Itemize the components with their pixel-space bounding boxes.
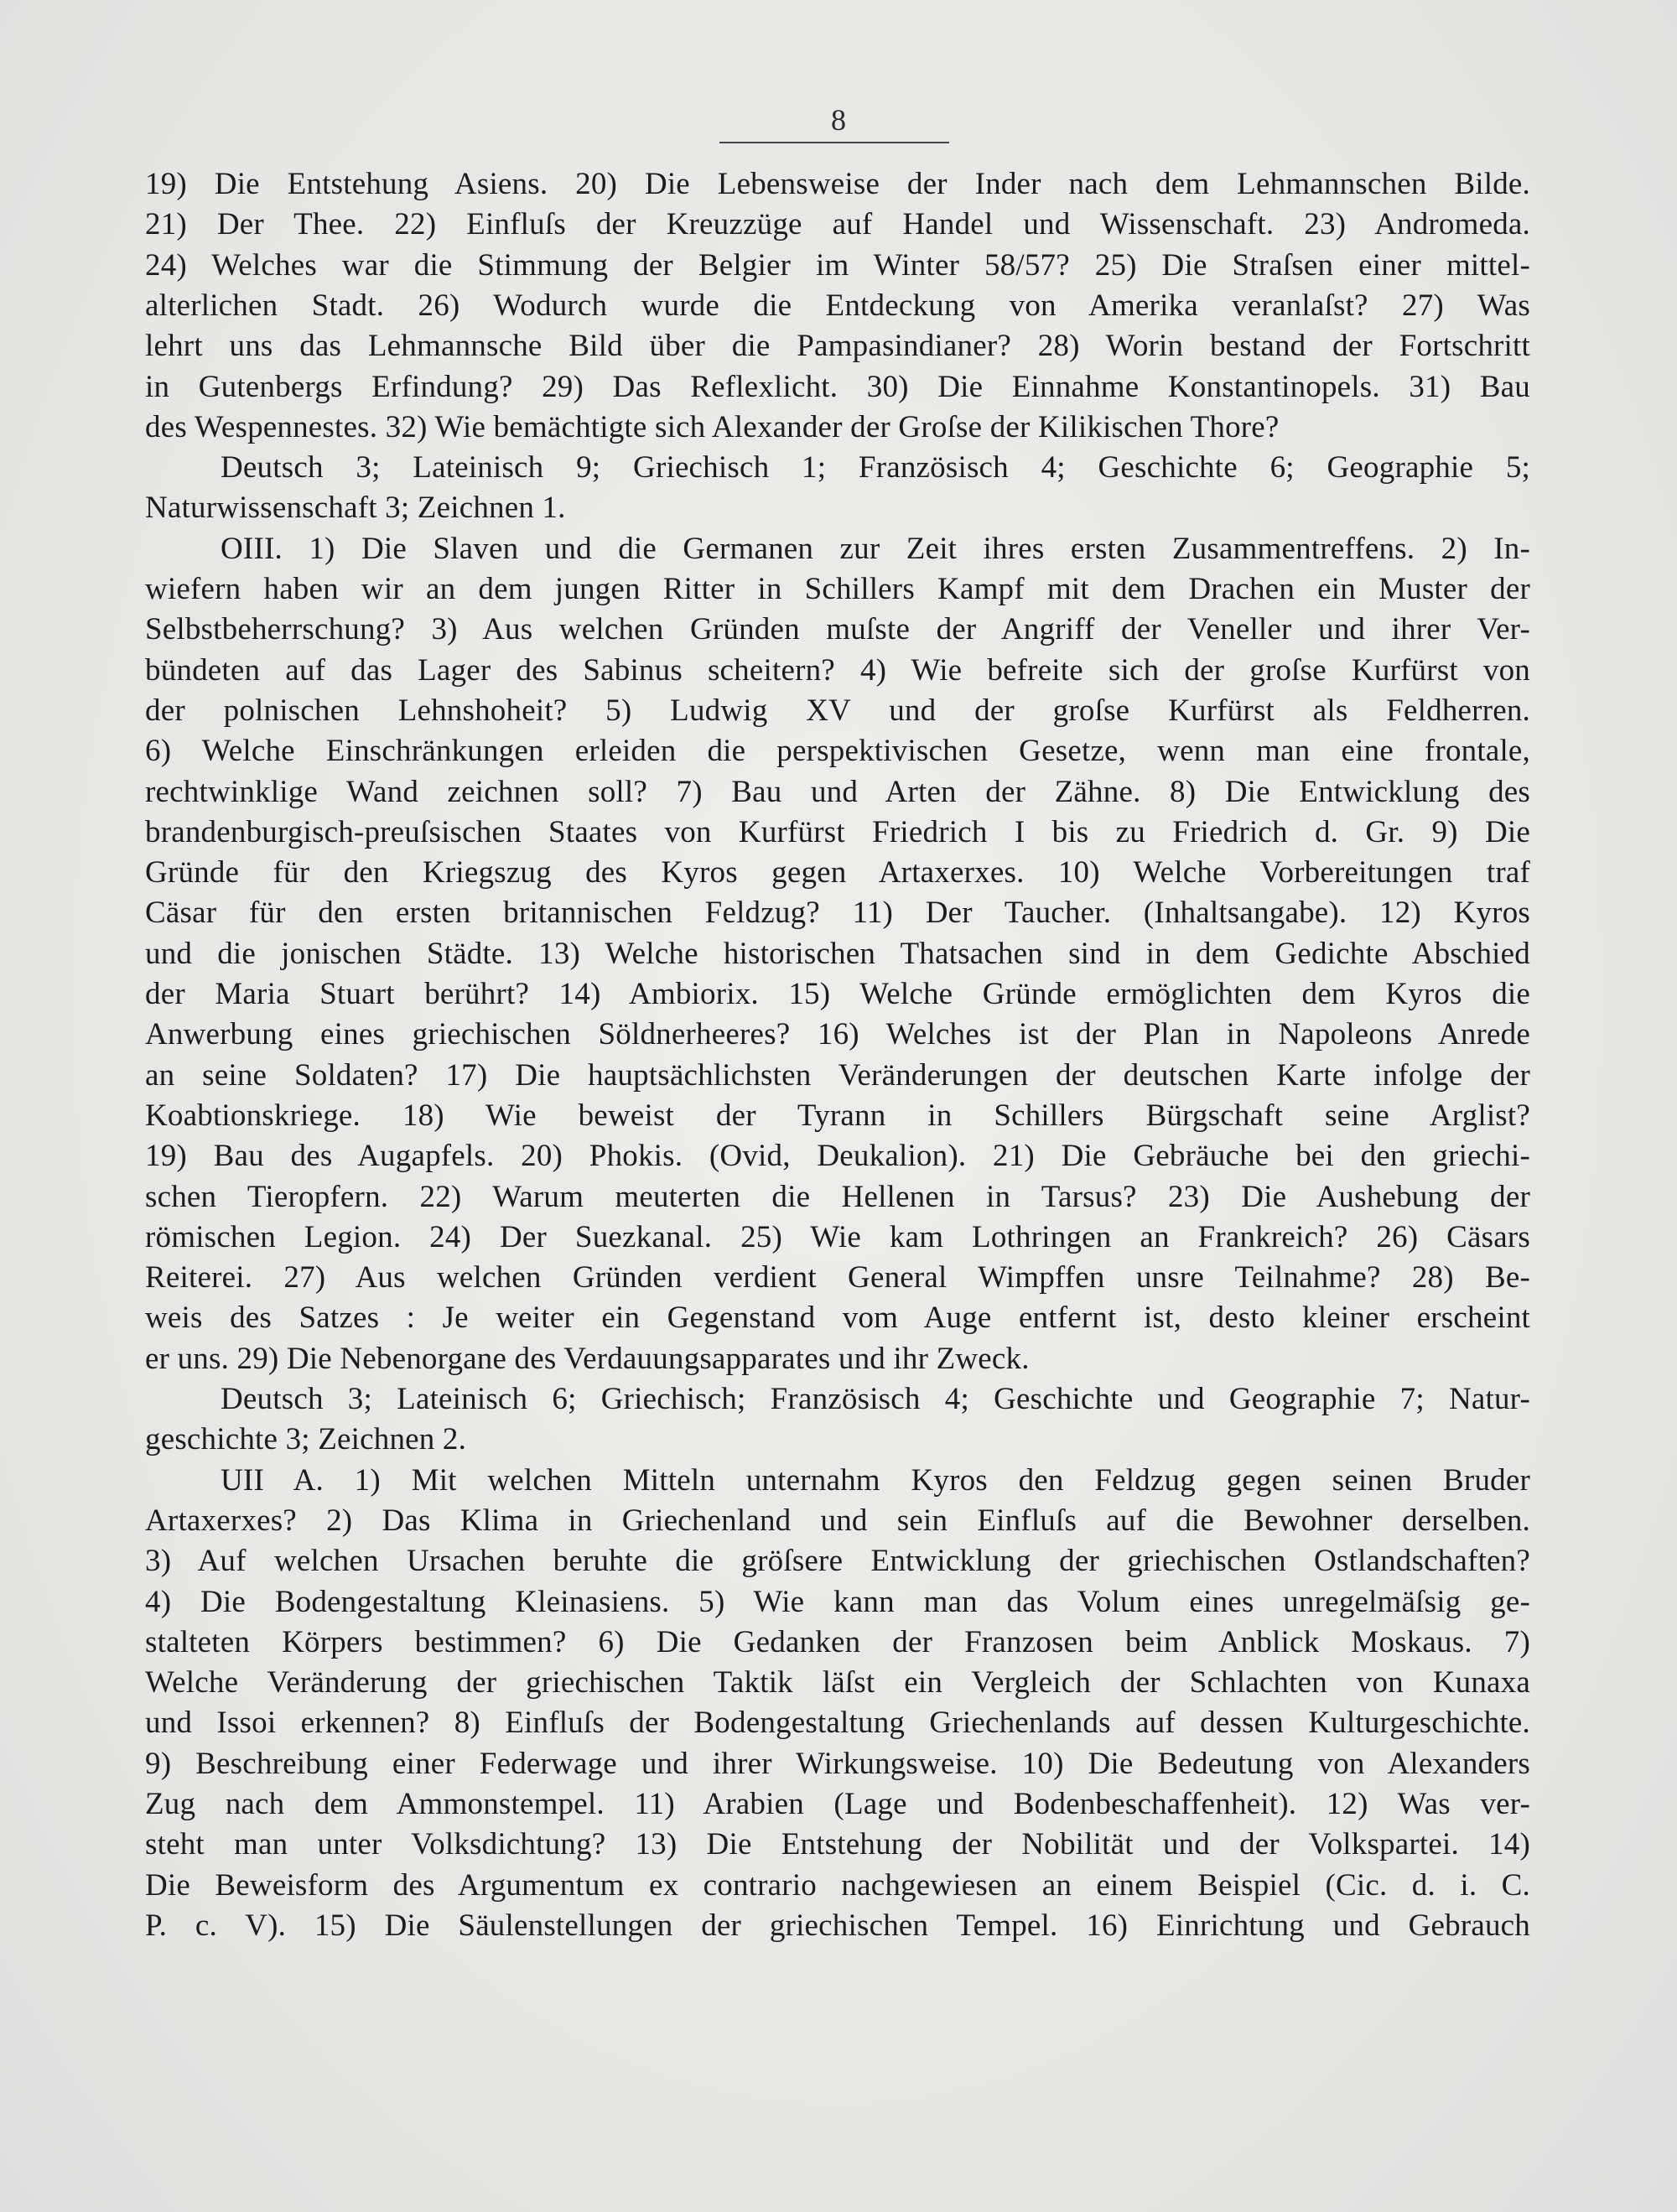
text-line: Cäsar für den ersten britannischen Feldzug? 11) Der Taucher. (Inhaltsangabe). 12) Kyros	[145, 896, 1530, 931]
text-line: weis des Satzes : Je weiter ein Gegenstand vom Auge entfernt ist, desto kleiner erscheint	[145, 1301, 1530, 1336]
text-line: bündeten auf das Lager des Sabinus scheitern? 4) Wie befreite sich der groſse Kurfürst von	[145, 652, 1530, 688]
text-line: rechtwinklige Wand zeichnen soll? 7) Bau und Arten der Zähne. 8) Die Entwicklung des	[145, 774, 1530, 809]
text-line: Naturwissenschaft 3; Zeichnen 1.	[145, 491, 566, 526]
text-line: Deutsch 3; Lateinisch 9; Griechisch 1; Französisch 4; Geschichte 6; Geographie 5;	[221, 450, 1530, 485]
header-rule	[719, 142, 949, 143]
text-line: P. c. V). 15) Die Säulenstellungen der griechischen Tempel. 16) Einrichtung und Gebrauch	[145, 1908, 1530, 1943]
text-line: 3) Auf welchen Ursachen beruhte die gröſsere Entwicklung der griechischen Ostlandschaften?	[145, 1544, 1530, 1579]
text-line: 24) Welches war die Stimmung der Belgier im Winter 58/57? 25) Die Straſsen einer mittel-	[145, 247, 1530, 283]
text-line: Die Beweisform des Argumentum ex contrario nachgewiesen an einem Beispiel (Cic. d. i. C.	[145, 1867, 1530, 1903]
text-line: 6) Welche Einschränkungen erleiden die perspektivischen Gesetze, wenn man eine frontale,	[145, 734, 1530, 769]
text-line: Deutsch 3; Lateinisch 6; Griechisch; Französisch 4; Geschichte und Geographie 7; Natur-	[221, 1382, 1530, 1416]
text-line: steht man unter Volksdichtung? 13) Die Entstehung der Nobilität und der Volkspartei. 14)	[145, 1827, 1530, 1862]
text-line: in Gutenbergs Erfindung? 29) Das Reflexlicht. 30) Die Einnahme Konstantinopels. 31) Bau	[145, 369, 1530, 404]
text-line: 9) Beschreibung einer Federwage und ihrer Wirkungsweise. 10) Die Bedeutung von Alexanders	[145, 1746, 1530, 1781]
text-line: Gründe für den Kriegszug des Kyros gegen Artaxerxes. 10) Welche Vorbereitungen traf	[145, 855, 1530, 891]
text-line: Anwerbung eines griechischen Söldnerheeres? 16) Welches ist der Plan in Napoleons Anrede	[145, 1017, 1530, 1052]
text-line: 4) Die Bodengestaltung Kleinasiens. 5) Wie kann man das Volum eines unregelmäſsig ge-	[145, 1584, 1530, 1619]
text-line: Artaxerxes? 2) Das Klima in Griechenland und sein Einfluſs auf die Bewohner derselben.	[145, 1503, 1530, 1538]
text-line: 19) Die Entstehung Asiens. 20) Die Lebensweise der Inder nach dem Lehmannschen Bilde.	[145, 167, 1530, 201]
text-line: römischen Legion. 24) Der Suezkanal. 25) Wie kam Lothringen an Frankreich? 26) Cäsars	[145, 1219, 1530, 1254]
text-line: schen Tieropfern. 22) Warum meuterten die Hellenen in Tarsus? 23) Die Aushebung der	[145, 1179, 1530, 1214]
text-line: stalteten Körpers bestimmen? 6) Die Gedanken der Franzosen beim Anblick Moskaus. 7)	[145, 1624, 1530, 1659]
text-line: wiefern haben wir an dem jungen Ritter in Schillers Kampf mit dem Drachen ein Muster der	[145, 572, 1530, 606]
page-number: 8	[831, 103, 846, 137]
text-line: UII A. 1) Mit welchen Mitteln unternahm Kyros den Feldzug gegen seinen Bruder	[221, 1462, 1530, 1498]
text-line: alterlichen Stadt. 26) Wodurch wurde die Entdeckung von Amerika veranlaſst? 27) Was	[145, 288, 1530, 323]
text-line: der Maria Stuart berührt? 14) Ambiorix. 15) Welche Gründe ermöglichten dem Kyros die	[145, 977, 1530, 1011]
text-line: lehrt uns das Lehmannsche Bild über die Pampasindianer? 28) Worin bestand der Fortschritt	[145, 329, 1530, 364]
text-line: brandenburgisch-preuſsischen Staates von Kurfürst Friedrich I bis zu Friedrich d. Gr. 9) Die	[145, 814, 1530, 849]
text-line: Reiterei. 27) Aus welchen Gründen verdient General Wimpffen unsre Teilnahme? 28) Be-	[145, 1260, 1530, 1296]
text-line: der polnischen Lehnshoheit? 5) Ludwig XV und der groſse Kurfürst als Feldherren.	[145, 693, 1530, 728]
text-line: er uns. 29) Die Nebenorgane des Verdauungsapparates und ihr Zweck.	[145, 1341, 1030, 1376]
text-line: 19) Bau des Augapfels. 20) Phokis. (Ovid, Deukalion). 21) Die Gebräuche bei den griechi-	[145, 1139, 1530, 1174]
text-line: 21) Der Thee. 22) Einfluſs der Kreuzzüge auf Handel und Wissenschaft. 23) Andromeda.	[145, 207, 1530, 242]
text-line: OIII. 1) Die Slaven und die Germanen zur Zeit ihres ersten Zusammentreffens. 2) In-	[221, 531, 1530, 566]
text-line: und die jonischen Städte. 13) Welche historischen Thatsachen sind in dem Gedichte Abschied	[145, 936, 1530, 971]
text-line: Welche Veränderung der griechischen Taktik läſst ein Vergleich der Schlachten von Kunaxa	[145, 1665, 1530, 1701]
text-line: Selbstbeherrschung? 3) Aus welchen Gründen muſste der Angriff der Veneller und ihrer Ver-	[145, 612, 1530, 647]
text-line: geschichte 3; Zeichnen 2.	[145, 1422, 467, 1457]
text-line: des Wespennestes. 32) Wie bemächtigte sich Alexander der Groſse der Kilikischen Thore?	[145, 409, 1280, 444]
text-line: Koabtionskriege. 18) Wie beweist der Tyrann in Schillers Bürgschaft seine Arglist?	[145, 1098, 1530, 1133]
text-line: an seine Soldaten? 17) Die hauptsächlichsten Veränderungen der deutschen Karte infolge der	[145, 1057, 1530, 1093]
text-line: Zug nach dem Ammonstempel. 11) Arabien (Lage und Bodenbeschaffenheit). 12) Was ver-	[145, 1787, 1530, 1821]
text-line: und Issoi erkennen? 8) Einfluſs der Bodengestaltung Griechenlands auf dessen Kulturgeschichte.	[145, 1706, 1530, 1741]
